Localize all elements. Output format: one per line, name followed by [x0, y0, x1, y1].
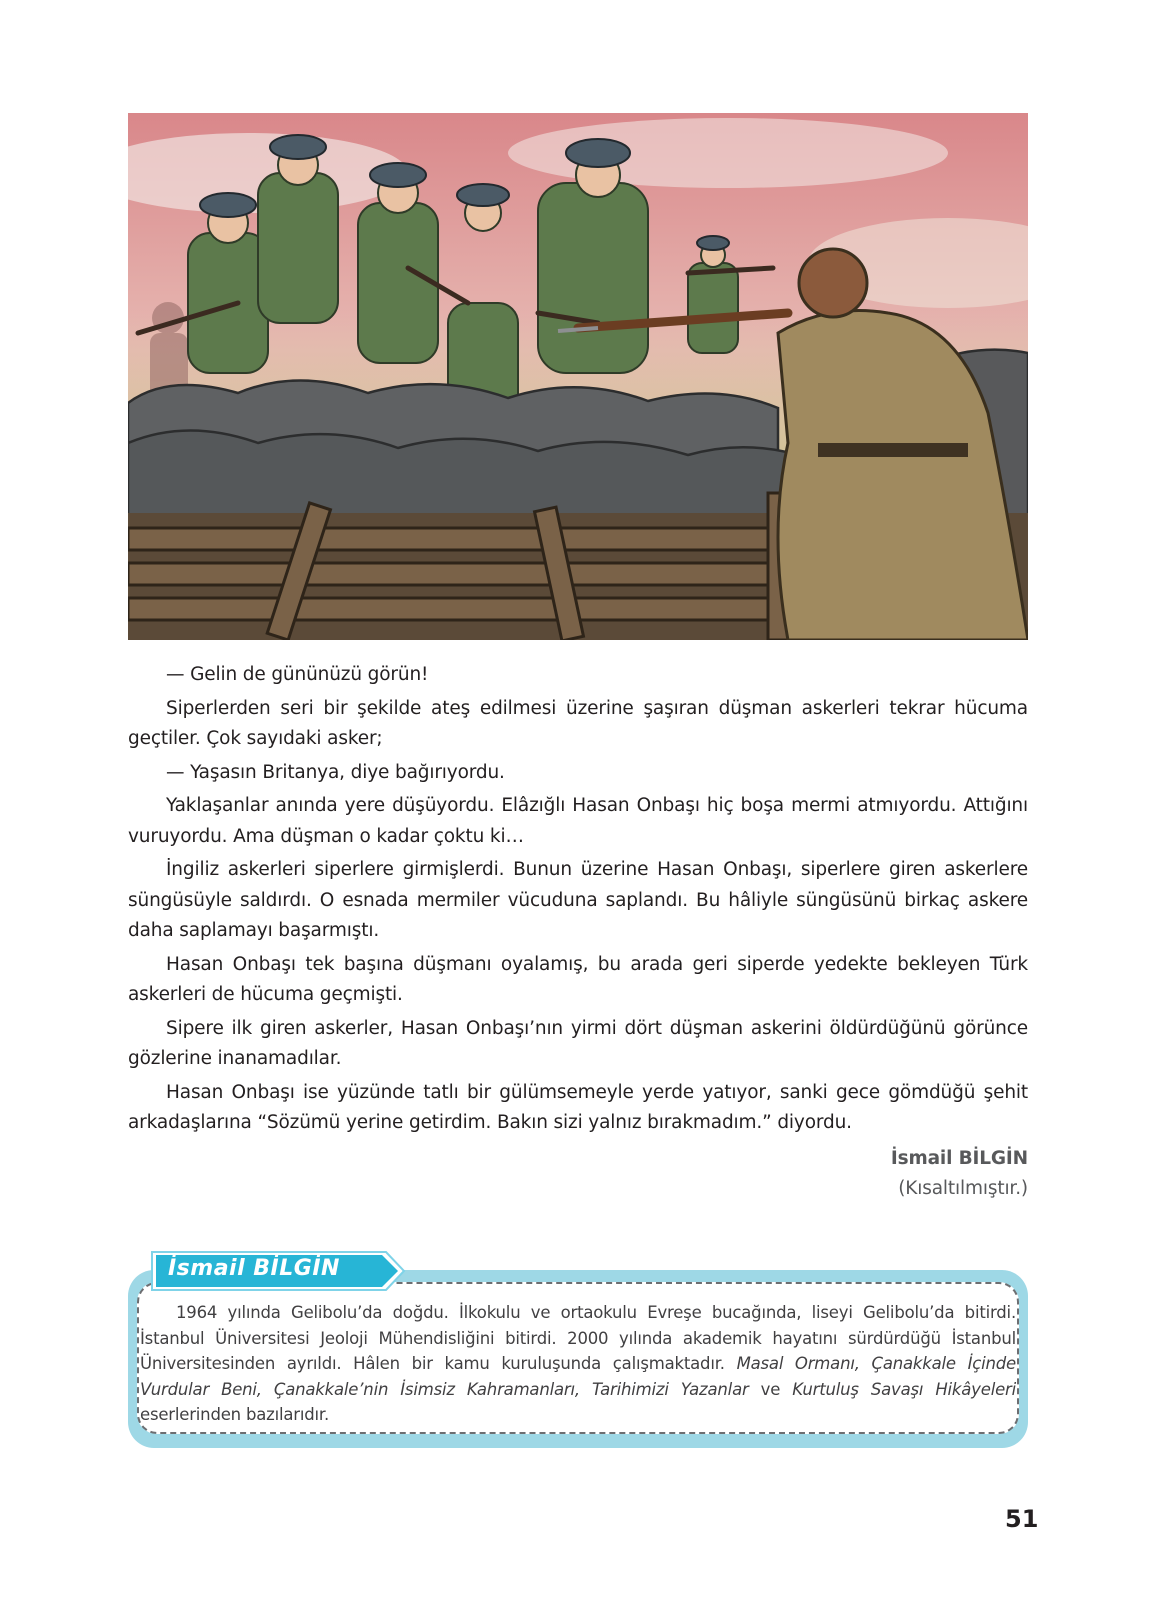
story-paragraph: Siperlerden seri bir şekilde ateş edilmesi üzerine şaşıran düşman askerleri tekrar hücuma geçtiler. Çok sayıdaki asker;	[128, 697, 1028, 749]
story-paragraph: Hasan Onbaşı ise yüzünde tatlı bir gülümsemeyle yerde yatıyor, sanki gece gömdüğü şehit arkadaşlarına “Sözümü yerine getirdim. Bakın sizi yalnız bırakmadım.” diyordu.	[128, 1081, 1028, 1133]
bio-text	[140, 1300, 1016, 1428]
bio-sentence: eserlerinden bazılarıdır.	[140, 1405, 330, 1424]
page-number: 51	[1005, 1505, 1039, 1533]
bio-title-tag	[148, 1250, 406, 1292]
abridged-note: (Kısaltılmıştır.)	[898, 1178, 1028, 1199]
story-paragraph: İngiliz askerleri siperlere girmişlerdi. Bunun üzerine Hasan Onbaşı, siperlere giren askerlere süngüsüyle saldırdı. O esnada mermiler vücuduna saplandı. Bu hâliyle süngüsünü birkaç askere daha saplamayı başarmıştı.	[128, 859, 1028, 941]
bio-title: İsmail BİLGİN	[168, 1256, 340, 1281]
story-signature	[128, 1144, 1028, 1205]
story-paragraph: — Gelin de gününüzü görün!	[166, 664, 429, 685]
bio-connector: ve	[748, 1379, 793, 1399]
author-bio-box	[128, 1250, 1028, 1448]
bio-works: Kurtuluş Savaşı Hikâyeleri	[792, 1379, 1017, 1399]
bio-works: Masal Ormanı, Çanakkale İçinde Vurdular Beni, Çanakkale’nin İsimsiz Kahramanları, Tarihimizi Yazanlar	[140, 1354, 1016, 1399]
story-paragraph: Yaklaşanlar anında yere düşüyordu. Elâzığlı Hasan Onbaşı hiç boşa mermi atmıyordu. Attığını vuruyordu. Ama düşman o kadar çoktu ki…	[128, 795, 1028, 847]
bio-sentence: 1964 yılında Gelibolu’da doğdu. İlkokulu ve ortaokulu Evreşe bucağında, liseyi Gelibolu’da bitirdi. İstanbul Üniversitesi Jeoloji Mühendisliğini bitirdi. 2000 yılında akademik hayatını sürdürdüğü İstanbul Üniversitesinden ayrıldı. Hâlen bir kamu kuruluşunda çalışmaktadır.	[140, 1303, 1016, 1373]
trench-battle-illustration	[128, 113, 1028, 640]
story-paragraph: Sipere ilk giren askerler, Hasan Onbaşı’nın yirmi dört düşman askerini öldürdüğünü görünce gözlerine inanamadılar.	[128, 1017, 1028, 1069]
story-paragraph: — Yaşasın Britanya, diye bağırıyordu.	[166, 761, 505, 783]
story-author: İsmail BİLGİN	[890, 1147, 1028, 1169]
story-paragraph: Hasan Onbaşı tek başına düşmanı oyalamış, bu arada geri siperde yedekte bekleyen Türk askerleri de hücuma geçmişti.	[128, 953, 1028, 1005]
story-text	[128, 660, 1028, 1205]
